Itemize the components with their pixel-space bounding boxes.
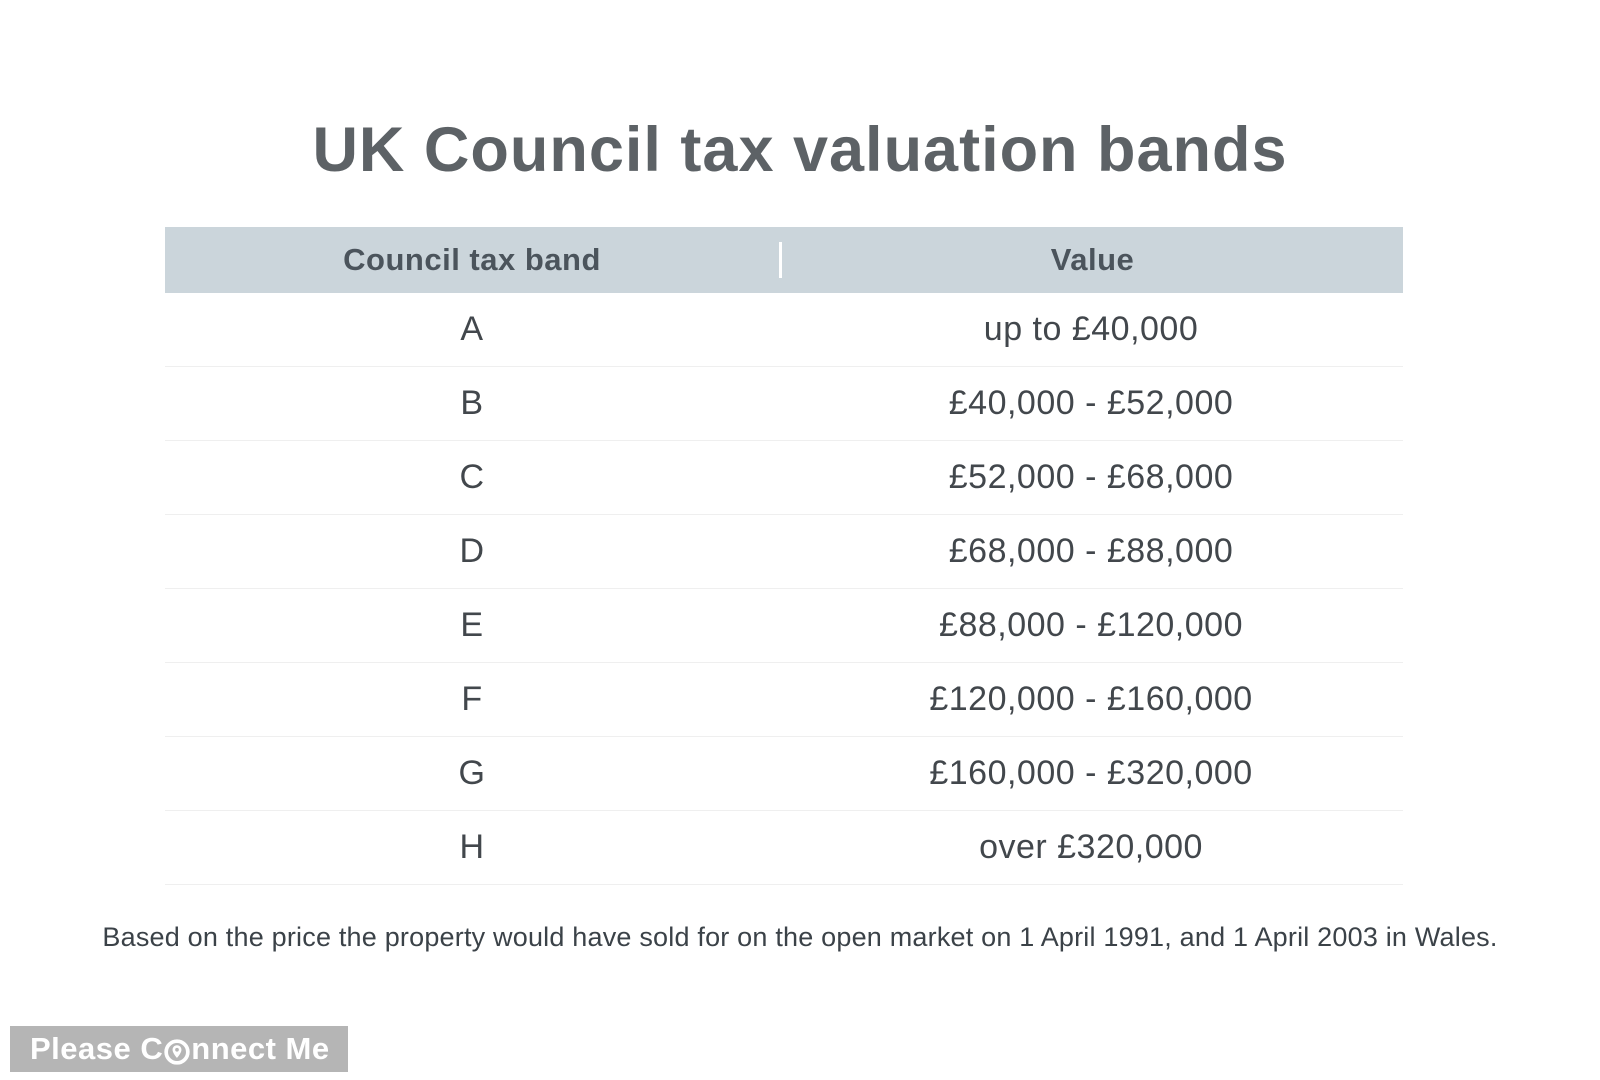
table-row bbox=[165, 663, 1403, 737]
band-cell: G bbox=[458, 754, 486, 792]
footnote-text: Based on the price the property would have sold for on the open market on 1 April 1991, and 1 April 2003 in Wales. bbox=[102, 922, 1498, 952]
value-cell: £120,000 - £160,000 bbox=[929, 680, 1253, 718]
band-cell: C bbox=[459, 458, 485, 496]
value-cell: £160,000 - £320,000 bbox=[929, 754, 1253, 792]
band-cell: F bbox=[461, 680, 483, 718]
table-header-row bbox=[165, 227, 1403, 293]
band-cell: A bbox=[460, 310, 484, 348]
value-cell: up to £40,000 bbox=[983, 310, 1199, 348]
table-row bbox=[165, 737, 1403, 811]
page-title: UK Council tax valuation bands bbox=[312, 115, 1288, 186]
value-cell: over £320,000 bbox=[979, 828, 1203, 866]
column-header-band: Council tax band bbox=[343, 242, 601, 277]
table-row bbox=[165, 441, 1403, 515]
band-cell: E bbox=[460, 606, 484, 644]
band-cell: H bbox=[459, 828, 485, 866]
map-pin-in-circle-icon bbox=[164, 1037, 190, 1063]
council-tax-table bbox=[165, 227, 1403, 885]
band-cell: D bbox=[459, 532, 485, 570]
value-cell: £68,000 - £88,000 bbox=[948, 532, 1234, 570]
watermark-text-right: nnect Me bbox=[191, 1031, 330, 1066]
table-row bbox=[165, 293, 1403, 367]
value-cell: £88,000 - £120,000 bbox=[939, 606, 1243, 644]
watermark-text-left: Please C bbox=[30, 1031, 164, 1066]
please-connect-me-logo bbox=[10, 1026, 348, 1072]
table-row bbox=[165, 515, 1403, 589]
table-body bbox=[165, 293, 1403, 885]
table-row bbox=[165, 811, 1403, 885]
table-row bbox=[165, 589, 1403, 663]
table-row bbox=[165, 367, 1403, 441]
value-cell: £40,000 - £52,000 bbox=[948, 384, 1234, 422]
column-header-value: Value bbox=[779, 242, 1403, 278]
band-cell: B bbox=[460, 384, 484, 422]
value-cell: £52,000 - £68,000 bbox=[948, 458, 1234, 496]
